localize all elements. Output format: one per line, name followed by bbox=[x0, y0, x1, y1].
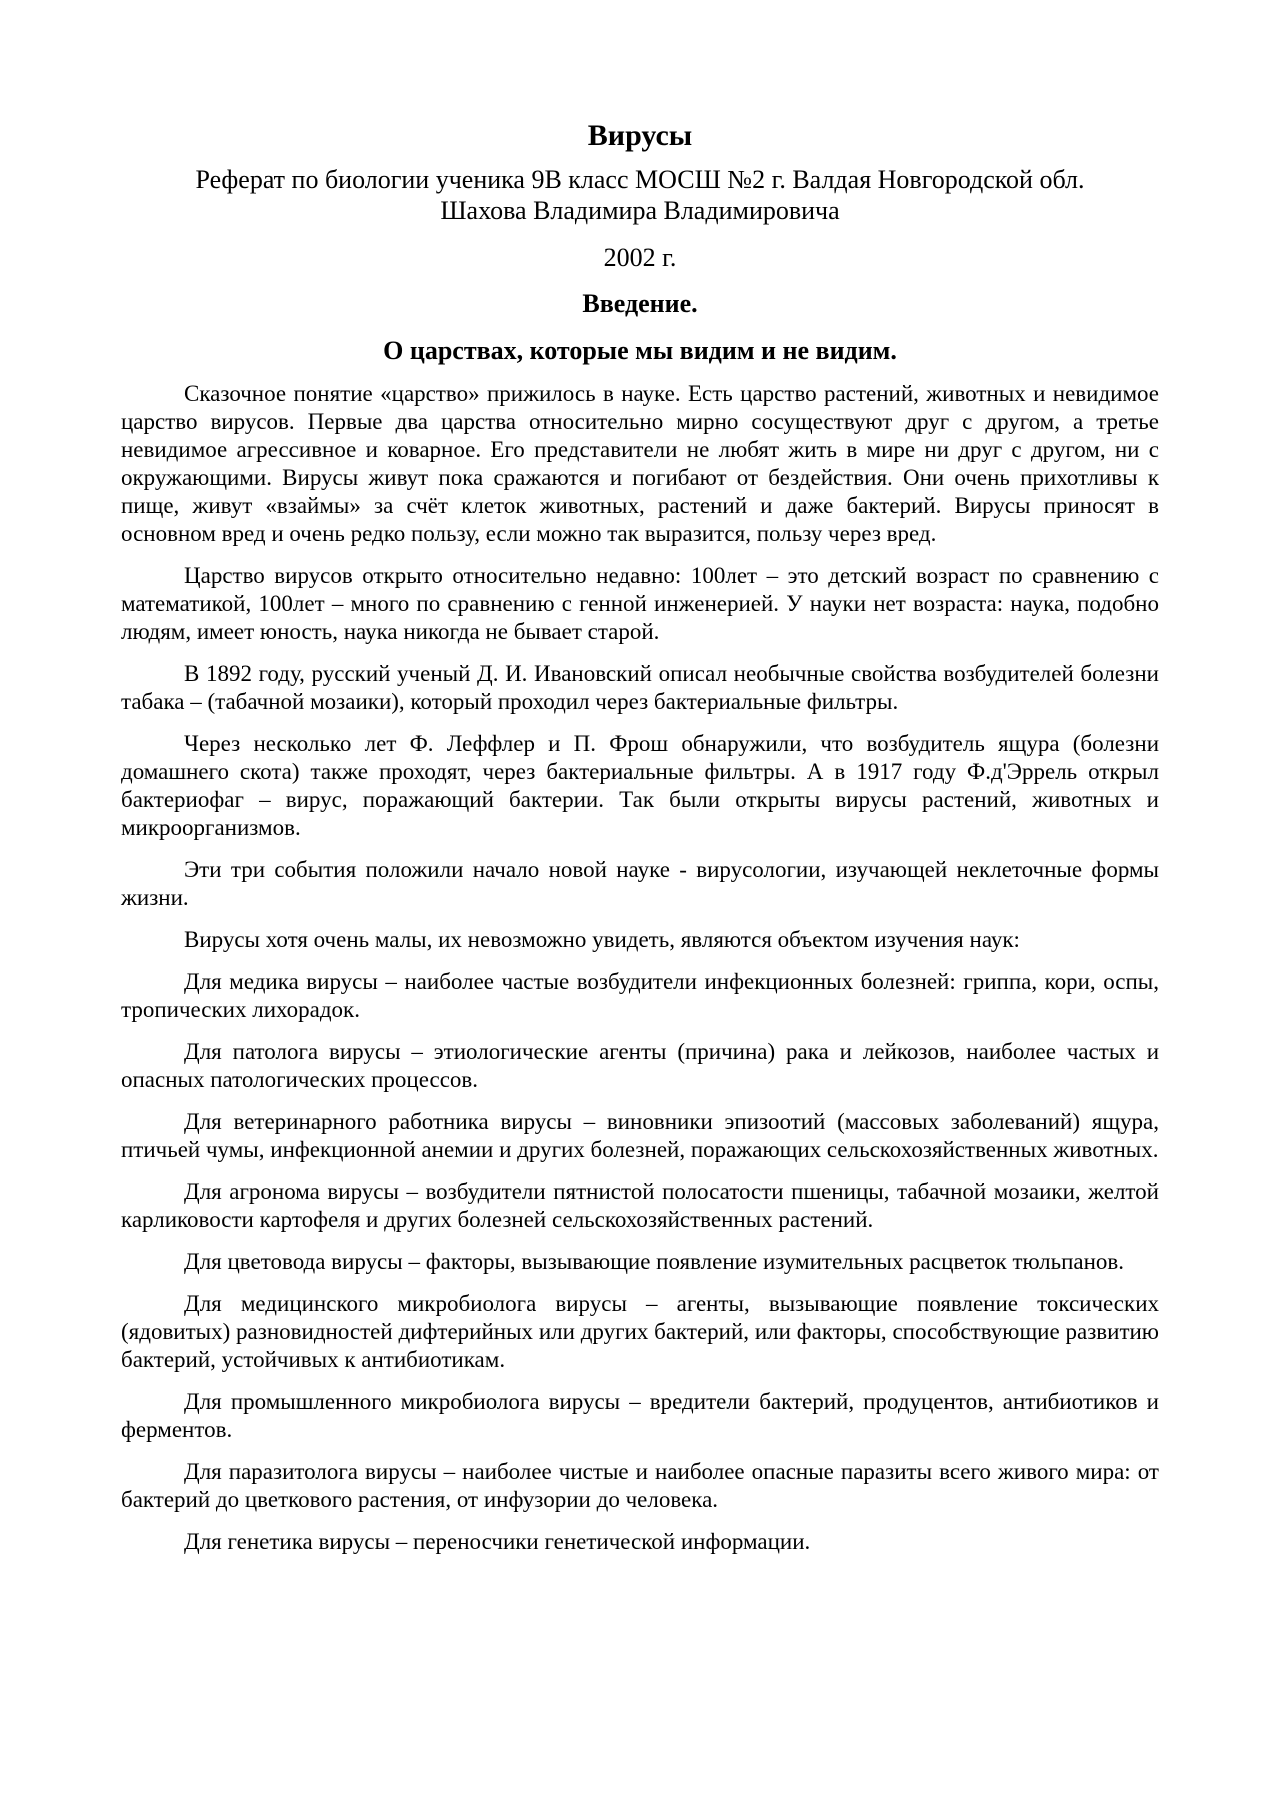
paragraph: Для ветеринарного работника вирусы – виновники эпизоотий (массовых заболеваний) ящура, птичьей чумы, инфекционной анемии и других болезней, поражающих сельскохозяйственных животных. bbox=[121, 1108, 1159, 1162]
paragraph: Для агронома вирусы – возбудители пятнистой полосатости пшеницы, табачной мозаики, желтой карликовости картофеля и других болезней сельскохозяйственных растений. bbox=[121, 1178, 1159, 1232]
paragraph: В 1892 году, русский ученый Д. И. Ивановский описал необычные свойства возбудителей болезни табака – (табачной мозаики), который проходил через бактериальные фильтры. bbox=[121, 660, 1159, 714]
paragraph: Вирусы хотя очень малы, их невозможно увидеть, являются объектом изучения наук: bbox=[184, 926, 1020, 952]
paragraph: Эти три события положили начало новой науке - вирусологии, изучающей неклеточные формы жизни. bbox=[121, 856, 1159, 910]
paragraph: Сказочное понятие «царство» прижилось в науке. Есть царство растений, животных и невидимое царство вирусов. Первые два царства относительно мирно сосуществуют друг с другом, а третье невидимое агрессивное и коварное. Его представители не любят жить в мире ни друг с другом, ни с окружающими. Вирусы живут пока сражаются и погибают от бездействия. Они очень прихотливы к пище, живут «взаймы» за счёт клеток животных, растений и даже бактерий. Вирусы приносят в основном вред и очень редко пользу, если можно так выразится, пользу через вред. bbox=[121, 380, 1159, 546]
paragraph: Для цветовода вирусы – факторы, вызывающие появление изумительных расцветок тюльпанов. bbox=[184, 1248, 1125, 1274]
document-title: Вирусы bbox=[587, 119, 693, 152]
subtitle-line-2: Шахова Владимира Владимировича bbox=[440, 196, 840, 226]
paragraph: Для промышленного микробиолога вирусы – вредители бактерий, продуцентов, антибиотиков и ферментов. bbox=[121, 1388, 1159, 1442]
paragraph: Царство вирусов открыто относительно недавно: 100лет – это детский возраст по сравнению с математикой, 100лет – много по сравнению с генной инженерией. У науки нет возраста: наука, подобно людям, имеет юность, наука никогда не бывает старой. bbox=[121, 562, 1159, 644]
paragraph: Для паразитолога вирусы – наиболее чистые и наиболее опасные паразиты всего живого мира: от бактерий до цветкового растения, от инфузории до человека. bbox=[121, 1458, 1159, 1512]
paragraph: Для медицинского микробиолога вирусы – агенты, вызывающие появление токсических (ядовитых) разновидностей дифтерийных или других бактерий, или факторы, способствующие развитию бактерий, устойчивых к антибиотикам. bbox=[121, 1290, 1159, 1372]
paragraph: Для генетика вирусы – переносчики генетической информации. bbox=[184, 1528, 811, 1554]
paragraph: Для патолога вирусы – этиологические агенты (причина) рака и лейкозов, наиболее частых и опасных патологических процессов. bbox=[121, 1038, 1159, 1092]
subtitle-line-1: Реферат по биологии ученика 9В класс МОСШ №2 г. Валдая Новгородской обл. bbox=[195, 165, 1085, 194]
paragraph: Через несколько лет Ф. Леффлер и П. Фрош обнаружили, что возбудитель ящура (болезни домашнего скота) также проходят, через бактериальные фильтры. А в 1917 году Ф.д'Эррель открыл бактериофаг – вирус, поражающий бактерии. Так были открыты вирусы растений, животных и микроорганизмов. bbox=[121, 730, 1159, 840]
paragraph: Для медика вирусы – наиболее частые возбудители инфекционных болезней: гриппа, кори, оспы, тропических лихорадок. bbox=[121, 968, 1159, 1022]
document-year: 2002 г. bbox=[603, 243, 677, 273]
section-heading: Введение. bbox=[582, 288, 698, 318]
document-page bbox=[121, 118, 1159, 1570]
section-subheading: О царствах, которые мы видим и не видим. bbox=[383, 335, 897, 365]
